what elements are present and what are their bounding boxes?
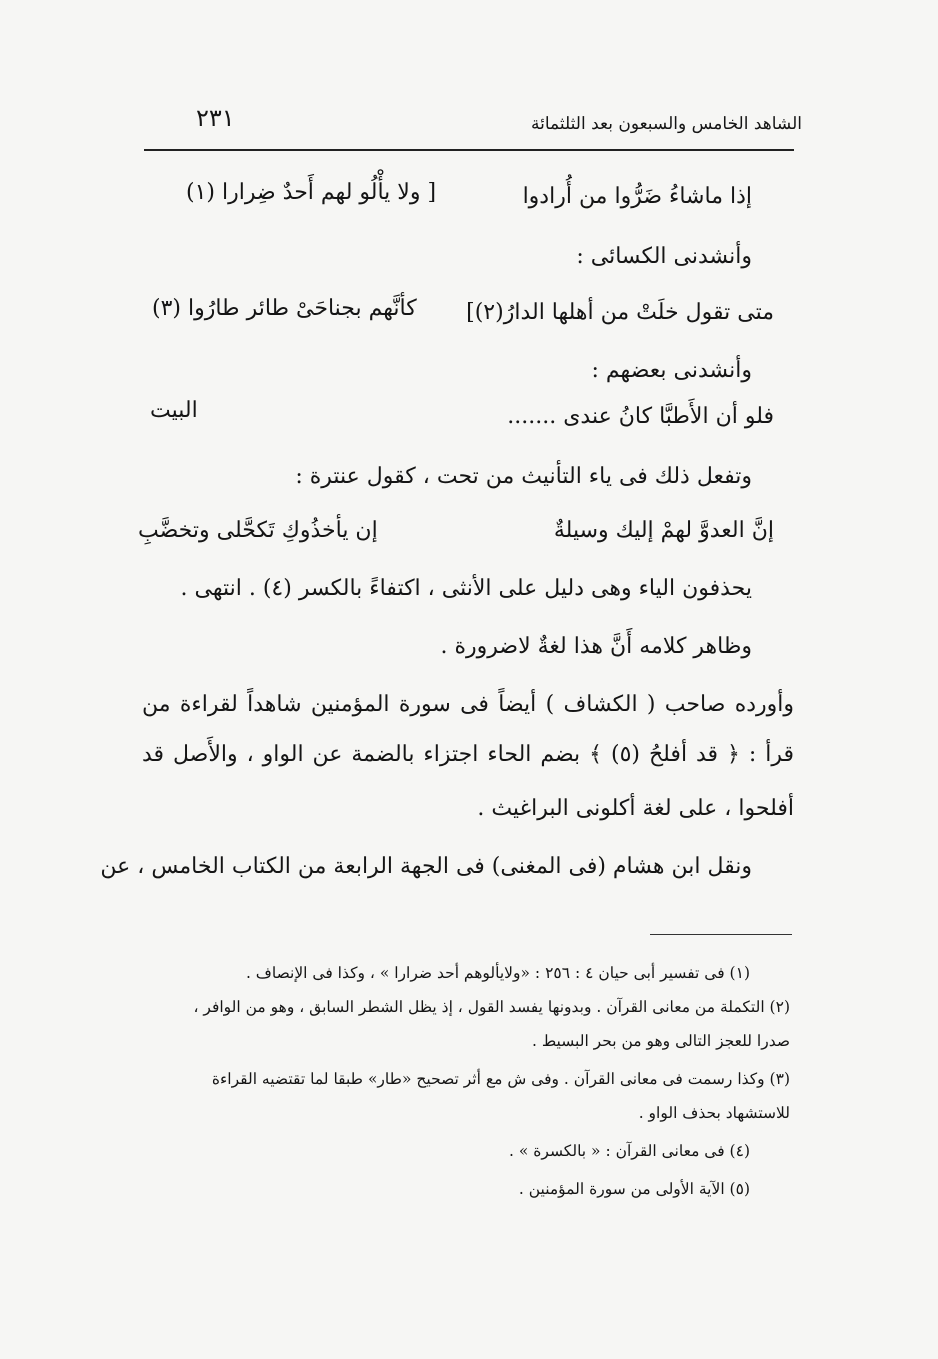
footnote-4: (٤) فى معانى القرآن : « بالكسرة » . <box>509 1142 750 1160</box>
verse1-second-hemistich: [ ولا يأْلُو لهم أَحدٌ ضِرارا (١) <box>186 180 437 205</box>
footnote-3-line2: للاستشهاد بحذف الواو . <box>638 1104 790 1122</box>
verse4-second-hemistich: إن يأخذُوكِ تَكحَّلى وتخضَّبِ <box>138 518 378 543</box>
paragraph2-line2: قرأ : ﴿ قد أفلحُ (٥) ﴾ بضم الحاء اجتزاء بالضمة عن الواو ، والأَصل قد <box>142 742 795 767</box>
verse4-first-hemistich: إنَّ العدوَّ لهمْ إليك وسيلةٌ <box>553 518 774 543</box>
text-line-baduhum: وأنشدنى بعضهم : <box>591 358 752 383</box>
verse3-first-hemistich: فلو أن الأَطبَّا كانُ عندى ....... <box>507 404 774 429</box>
header-rule <box>144 149 794 151</box>
footnote-2-line2: صدرا للعجز التالى وهو من بحر البسيط . <box>531 1032 790 1050</box>
verse3-ellipsis-word: البيت <box>150 398 198 423</box>
footnote-rule <box>650 934 792 935</box>
paragraph2-line3: أفلحوا ، على لغة أكلونى البراغيث . <box>477 796 794 821</box>
text-line-yahdhifun: يحذفون الياء وهى دليل على الأنثى ، اكتفاءً بالكسر (٤) . انتهى . <box>180 576 752 601</box>
footnote-3-line1: (٣) وكذا رسمت فى معانى القرآن . وفى ش مع أثر تصحيح «طار» طبقا لما تقتضيه القراءة <box>211 1070 790 1088</box>
paragraph2-line1: وأورده صاحب ( الكشاف ) أيضاً فى سورة المؤمنين شاهداً لقراءة من <box>142 692 794 717</box>
text-line-zahir: وظاهر كلامه أَنَّ هذا لغةٌ لاضرورة . <box>440 634 752 659</box>
page-number: ٢٣١ <box>196 104 235 132</box>
footnote-1: (١) فى تفسير أبى حيان ٤ : ٢٥٦ : «ولايألوهم أحد ضرارا » ، وكذا فى الإنصاف . <box>245 964 750 982</box>
verse1-first-hemistich: إذا ماشاءُ ضَرُّوا من أُرادوا <box>522 184 752 209</box>
footnote-5: (٥) الآية الأولى من سورة المؤمنين . <box>518 1180 750 1198</box>
verse2-first-hemistich: متى تقول خلَتْ من أهلها الدارُ(٢)] <box>466 300 774 325</box>
text-line-ya-tanith: وتفعل ذلك فى ياء التأنيث من تحت ، كقول عنترة : <box>295 464 752 489</box>
paragraph3-line1: ونقل ابن هشام (فى المغنى) فى الجهة الرابعة من الكتاب الخامس ، عن <box>100 854 752 879</box>
text-line-kisai: وأنشدنى الكسائى : <box>576 244 752 269</box>
verse2-second-hemistich: كأنَّهم بجناحَىْ طائر طارُوا (٣) <box>152 296 417 321</box>
footnote-2-line1: (٢) التكملة من معانى القرآن . وبدونها يفسد القول ، إذ يظل الشطر السابق ، وهو من الوافر ، <box>193 998 790 1016</box>
running-header-title: الشاهد الخامس والسبعون بعد الثلثمائة <box>531 114 802 134</box>
